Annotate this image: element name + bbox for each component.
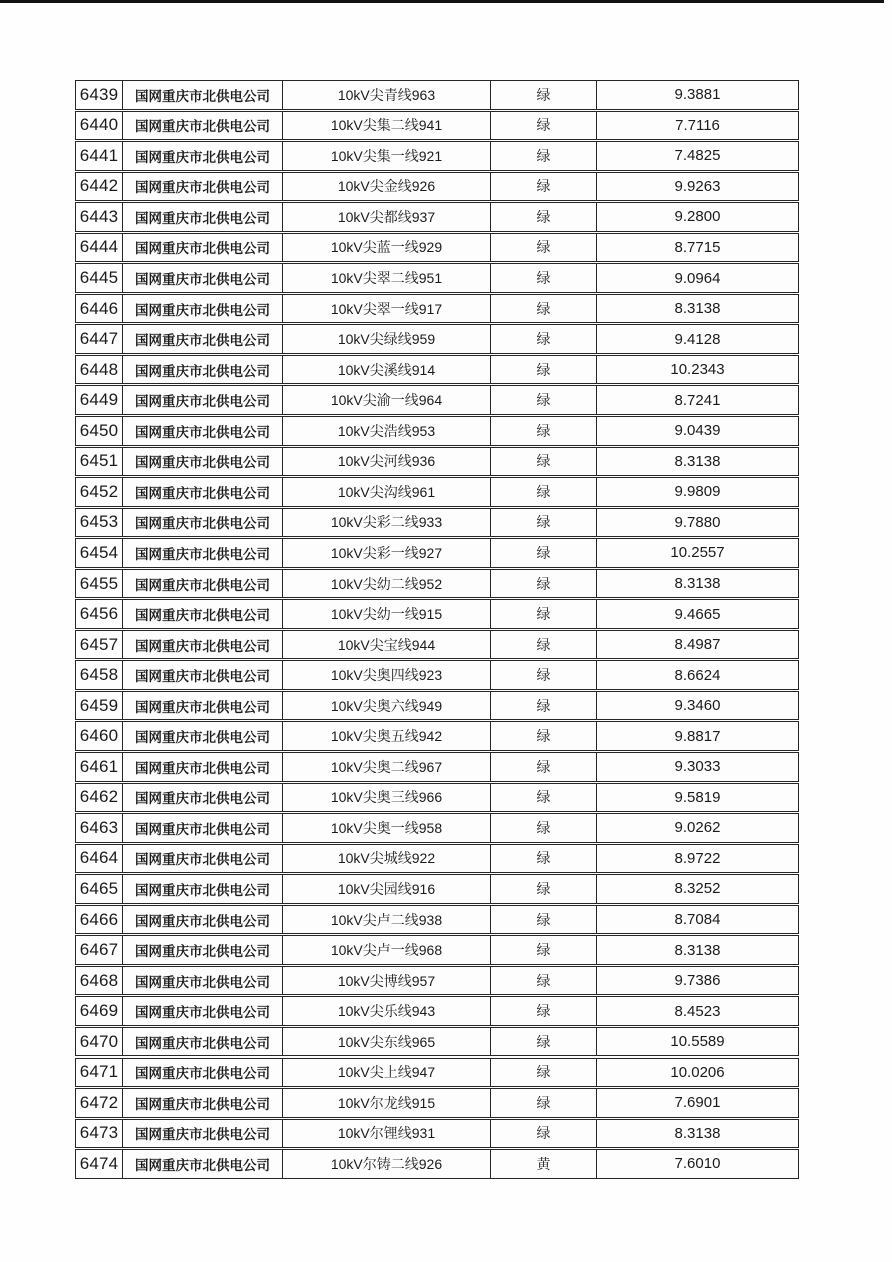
cell-status: 绿 (491, 784, 597, 812)
table-row (75, 202, 799, 232)
cell-line: 10kV尖奥三线966 (283, 784, 491, 812)
cell-status: 绿 (491, 142, 597, 170)
table-row (75, 813, 799, 843)
cell-status: 绿 (491, 814, 597, 842)
table-row (75, 1088, 799, 1118)
cell-status: 绿 (491, 661, 597, 689)
cell-line: 10kV尖东线965 (283, 1028, 491, 1056)
cell-company: 国网重庆市北供电公司 (123, 906, 283, 934)
cell-status: 绿 (491, 906, 597, 934)
cell-line: 10kV尖奥四线923 (283, 661, 491, 689)
cell-line: 10kV尖园线916 (283, 875, 491, 903)
cell-id: 6453 (76, 509, 123, 537)
cell-value: 9.0262 (674, 819, 721, 837)
cell-line: 10kV尖集二线941 (283, 112, 491, 140)
table-row (75, 233, 799, 263)
table-row (75, 355, 799, 385)
cell-status: 绿 (491, 417, 597, 445)
cell-company: 国网重庆市北供电公司 (123, 112, 283, 140)
cell-company: 国网重庆市北供电公司 (123, 417, 283, 445)
cell-id: 6452 (76, 478, 123, 506)
cell-status: 绿 (491, 112, 597, 140)
cell-id: 6442 (76, 173, 123, 201)
cell-value: 7.4825 (674, 147, 721, 165)
cell-value: 9.7386 (674, 972, 721, 990)
power-line-table (75, 80, 799, 1180)
cell-value: 9.0964 (674, 269, 721, 287)
cell-value: 8.3252 (674, 880, 721, 898)
table-row (75, 416, 799, 446)
cell-id: 6441 (76, 142, 123, 170)
cell-id: 6461 (76, 753, 123, 781)
cell-company: 国网重庆市北供电公司 (123, 478, 283, 506)
cell-line: 10kV尔铸二线926 (283, 1150, 491, 1178)
cell-value: 9.9809 (674, 483, 721, 501)
cell-value: 7.7116 (675, 116, 720, 134)
cell-value: 7.6901 (674, 1094, 721, 1112)
cell-status: 绿 (491, 295, 597, 323)
table-row (75, 80, 799, 110)
cell-line: 10kV尖蓝一线929 (283, 234, 491, 262)
cell-company: 国网重庆市北供电公司 (123, 509, 283, 537)
cell-company: 国网重庆市北供电公司 (123, 234, 283, 262)
cell-value: 9.2800 (674, 208, 721, 226)
cell-id: 6458 (76, 661, 123, 689)
table-row (75, 721, 799, 751)
cell-company: 国网重庆市北供电公司 (123, 1120, 283, 1148)
cell-id: 6449 (76, 386, 123, 414)
cell-line: 10kV尖奥一线958 (283, 814, 491, 842)
cell-company: 国网重庆市北供电公司 (123, 967, 283, 995)
cell-value: 9.4128 (674, 330, 721, 348)
cell-value: 8.6624 (674, 666, 721, 684)
cell-id: 6460 (76, 722, 123, 750)
cell-status: 绿 (491, 600, 597, 628)
table-row (75, 630, 799, 660)
cell-status: 绿 (491, 1120, 597, 1148)
cell-value: 8.7084 (674, 911, 721, 929)
cell-value: 8.3138 (674, 575, 721, 592)
cell-value: 10.0206 (670, 1063, 725, 1081)
cell-company: 国网重庆市北供电公司 (123, 631, 283, 659)
cell-id: 6443 (76, 203, 123, 231)
table-row (75, 1119, 799, 1149)
cell-value: 10.2343 (670, 361, 725, 379)
cell-id: 6462 (76, 784, 123, 812)
cell-status: 绿 (491, 203, 597, 231)
cell-value: 8.7715 (674, 238, 721, 256)
cell-line: 10kV尖都线937 (283, 203, 491, 231)
table-row (75, 447, 799, 477)
cell-line: 10kV尖上线947 (283, 1059, 491, 1087)
cell-status: 绿 (491, 509, 597, 537)
cell-company: 国网重庆市北供电公司 (123, 81, 283, 109)
cell-company: 国网重庆市北供电公司 (123, 661, 283, 689)
cell-value: 8.3138 (674, 941, 721, 959)
table-row (75, 966, 799, 996)
cell-status: 绿 (491, 478, 597, 506)
table-row (75, 874, 799, 904)
cell-line: 10kV尖奥六线949 (283, 692, 491, 720)
cell-company: 国网重庆市北供电公司 (123, 356, 283, 384)
cell-value: 8.7241 (674, 391, 721, 409)
cell-company: 国网重庆市北供电公司 (123, 1028, 283, 1056)
cell-id: 6439 (76, 81, 123, 109)
cell-status: 绿 (491, 753, 597, 781)
cell-line: 10kV尖青线963 (283, 81, 491, 109)
cell-status: 绿 (491, 631, 597, 659)
table-row (75, 905, 799, 935)
table-row (75, 1058, 799, 1088)
cell-value: 9.7880 (674, 513, 721, 531)
cell-value: 8.3138 (674, 452, 721, 470)
cell-value: 8.9722 (674, 849, 721, 867)
cell-value: 8.4987 (674, 636, 721, 654)
cell-id: 6457 (76, 631, 123, 659)
cell-line: 10kV尖宝线944 (283, 631, 491, 659)
cell-status: 绿 (491, 936, 597, 964)
cell-id: 6464 (76, 845, 123, 873)
cell-value: 8.4523 (674, 1002, 721, 1020)
cell-company: 国网重庆市北供电公司 (123, 295, 283, 323)
cell-status: 绿 (491, 1089, 597, 1117)
cell-value: 8.3138 (674, 1124, 721, 1142)
cell-company: 国网重庆市北供电公司 (123, 845, 283, 873)
table-row (75, 141, 799, 171)
cell-company: 国网重庆市北供电公司 (123, 539, 283, 567)
table-row (75, 263, 799, 293)
cell-company: 国网重庆市北供电公司 (123, 997, 283, 1025)
cell-value: 9.8817 (674, 727, 721, 745)
cell-id: 6466 (76, 906, 123, 934)
cell-line: 10kV尖翠二线951 (283, 264, 491, 292)
cell-line: 10kV尖彩二线933 (283, 509, 491, 537)
cell-id: 6474 (76, 1150, 123, 1178)
cell-value: 9.3881 (674, 86, 721, 104)
cell-company: 国网重庆市北供电公司 (123, 325, 283, 353)
cell-id: 6471 (76, 1059, 123, 1087)
table-row (75, 172, 799, 202)
cell-id: 6459 (76, 692, 123, 720)
cell-status: 绿 (491, 875, 597, 903)
cell-id: 6440 (76, 112, 123, 140)
cell-company: 国网重庆市北供电公司 (123, 203, 283, 231)
cell-status: 绿 (491, 1028, 597, 1056)
cell-company: 国网重庆市北供电公司 (123, 264, 283, 292)
cell-line: 10kV尖城线922 (283, 845, 491, 873)
cell-value: 9.4665 (674, 605, 721, 623)
cell-status: 绿 (491, 356, 597, 384)
cell-company: 国网重庆市北供电公司 (123, 600, 283, 628)
cell-status: 绿 (491, 325, 597, 353)
cell-value: 7.6010 (674, 1155, 721, 1173)
cell-company: 国网重庆市北供电公司 (123, 1150, 283, 1178)
cell-line: 10kV尖渝一线964 (283, 386, 491, 414)
cell-company: 国网重庆市北供电公司 (123, 570, 283, 598)
cell-status: 绿 (491, 570, 597, 598)
cell-id: 6445 (76, 264, 123, 292)
table-row (75, 1149, 799, 1179)
cell-company: 国网重庆市北供电公司 (123, 936, 283, 964)
cell-id: 6473 (76, 1120, 123, 1148)
table-row (75, 996, 799, 1026)
cell-line: 10kV尖乐线943 (283, 997, 491, 1025)
cell-status: 绿 (491, 692, 597, 720)
table-row (75, 324, 799, 354)
cell-status: 绿 (491, 967, 597, 995)
cell-company: 国网重庆市北供电公司 (123, 722, 283, 750)
table-body (75, 80, 799, 1179)
cell-company: 国网重庆市北供电公司 (123, 448, 283, 476)
cell-status: 绿 (491, 173, 597, 201)
table-row (75, 569, 799, 599)
cell-id: 6444 (76, 234, 123, 262)
cell-company: 国网重庆市北供电公司 (123, 386, 283, 414)
cell-value: 8.3138 (674, 300, 721, 318)
table-row (75, 538, 799, 568)
cell-line: 10kV尔锂线931 (283, 1120, 491, 1148)
cell-id: 6467 (76, 936, 123, 964)
cell-line: 10kV尖幼二线952 (283, 570, 491, 598)
cell-status: 绿 (491, 386, 597, 414)
table-row (75, 111, 799, 141)
cell-line: 10kV尖绿线959 (283, 325, 491, 353)
cell-value: 10.2557 (670, 544, 725, 562)
cell-id: 6468 (76, 967, 123, 995)
table-row (75, 508, 799, 538)
cell-status: 绿 (491, 722, 597, 750)
cell-value: 9.9263 (674, 177, 721, 195)
cell-status: 绿 (491, 448, 597, 476)
cell-company: 国网重庆市北供电公司 (123, 1059, 283, 1087)
table-row (75, 935, 799, 965)
cell-line: 10kV尖彩一线927 (283, 539, 491, 567)
cell-value: 9.5819 (674, 788, 721, 806)
cell-status: 绿 (491, 845, 597, 873)
cell-value: 9.3460 (674, 697, 721, 715)
cell-status: 绿 (491, 264, 597, 292)
cell-company: 国网重庆市北供电公司 (123, 1089, 283, 1117)
table-row (75, 844, 799, 874)
cell-line: 10kV尖浩线953 (283, 417, 491, 445)
cell-id: 6463 (76, 814, 123, 842)
table-row (75, 477, 799, 507)
cell-line: 10kV尖金线926 (283, 173, 491, 201)
cell-status: 绿 (491, 81, 597, 109)
cell-status: 绿 (491, 234, 597, 262)
cell-company: 国网重庆市北供电公司 (123, 142, 283, 170)
cell-id: 6454 (76, 539, 123, 567)
cell-company: 国网重庆市北供电公司 (123, 173, 283, 201)
table-row (75, 385, 799, 415)
table-row (75, 1027, 799, 1057)
table-row (75, 691, 799, 721)
table-row (75, 783, 799, 813)
cell-id: 6455 (76, 570, 123, 598)
cell-id: 6446 (76, 295, 123, 323)
cell-value: 9.0439 (674, 422, 721, 440)
cell-line: 10kV尖卢二线938 (283, 906, 491, 934)
cell-company: 国网重庆市北供电公司 (123, 753, 283, 781)
cell-id: 6450 (76, 417, 123, 445)
cell-line: 10kV尖集一线921 (283, 142, 491, 170)
cell-line: 10kV尖博线957 (283, 967, 491, 995)
cell-status: 绿 (491, 539, 597, 567)
cell-status: 绿 (491, 997, 597, 1025)
table-row (75, 294, 799, 324)
cell-line: 10kV尖溪线914 (283, 356, 491, 384)
table-row (75, 660, 799, 690)
cell-value: 10.5589 (670, 1033, 725, 1051)
cell-id: 6469 (76, 997, 123, 1025)
cell-company: 国网重庆市北供电公司 (123, 784, 283, 812)
page-top-edge-line (0, 0, 884, 3)
cell-line: 10kV尖翠一线917 (283, 295, 491, 323)
cell-line: 10kV尖沟线961 (283, 478, 491, 506)
cell-line: 10kV尖奥二线967 (283, 753, 491, 781)
cell-id: 6470 (76, 1028, 123, 1056)
cell-id: 6448 (76, 356, 123, 384)
cell-id: 6451 (76, 448, 123, 476)
cell-line: 10kV尖幼一线915 (283, 600, 491, 628)
cell-line: 10kV尖卢一线968 (283, 936, 491, 964)
table-row (75, 599, 799, 629)
cell-id: 6456 (76, 600, 123, 628)
cell-id: 6472 (76, 1089, 123, 1117)
cell-id: 6465 (76, 875, 123, 903)
cell-value: 9.3033 (674, 758, 721, 776)
table-row (75, 752, 799, 782)
cell-company: 国网重庆市北供电公司 (123, 875, 283, 903)
cell-status: 绿 (491, 1059, 597, 1087)
cell-company: 国网重庆市北供电公司 (123, 692, 283, 720)
cell-status: 黄 (491, 1150, 597, 1178)
cell-line: 10kV尔龙线915 (283, 1089, 491, 1117)
cell-line: 10kV尖奥五线942 (283, 722, 491, 750)
cell-line: 10kV尖河线936 (283, 448, 491, 476)
cell-company: 国网重庆市北供电公司 (123, 814, 283, 842)
cell-id: 6447 (76, 325, 123, 353)
